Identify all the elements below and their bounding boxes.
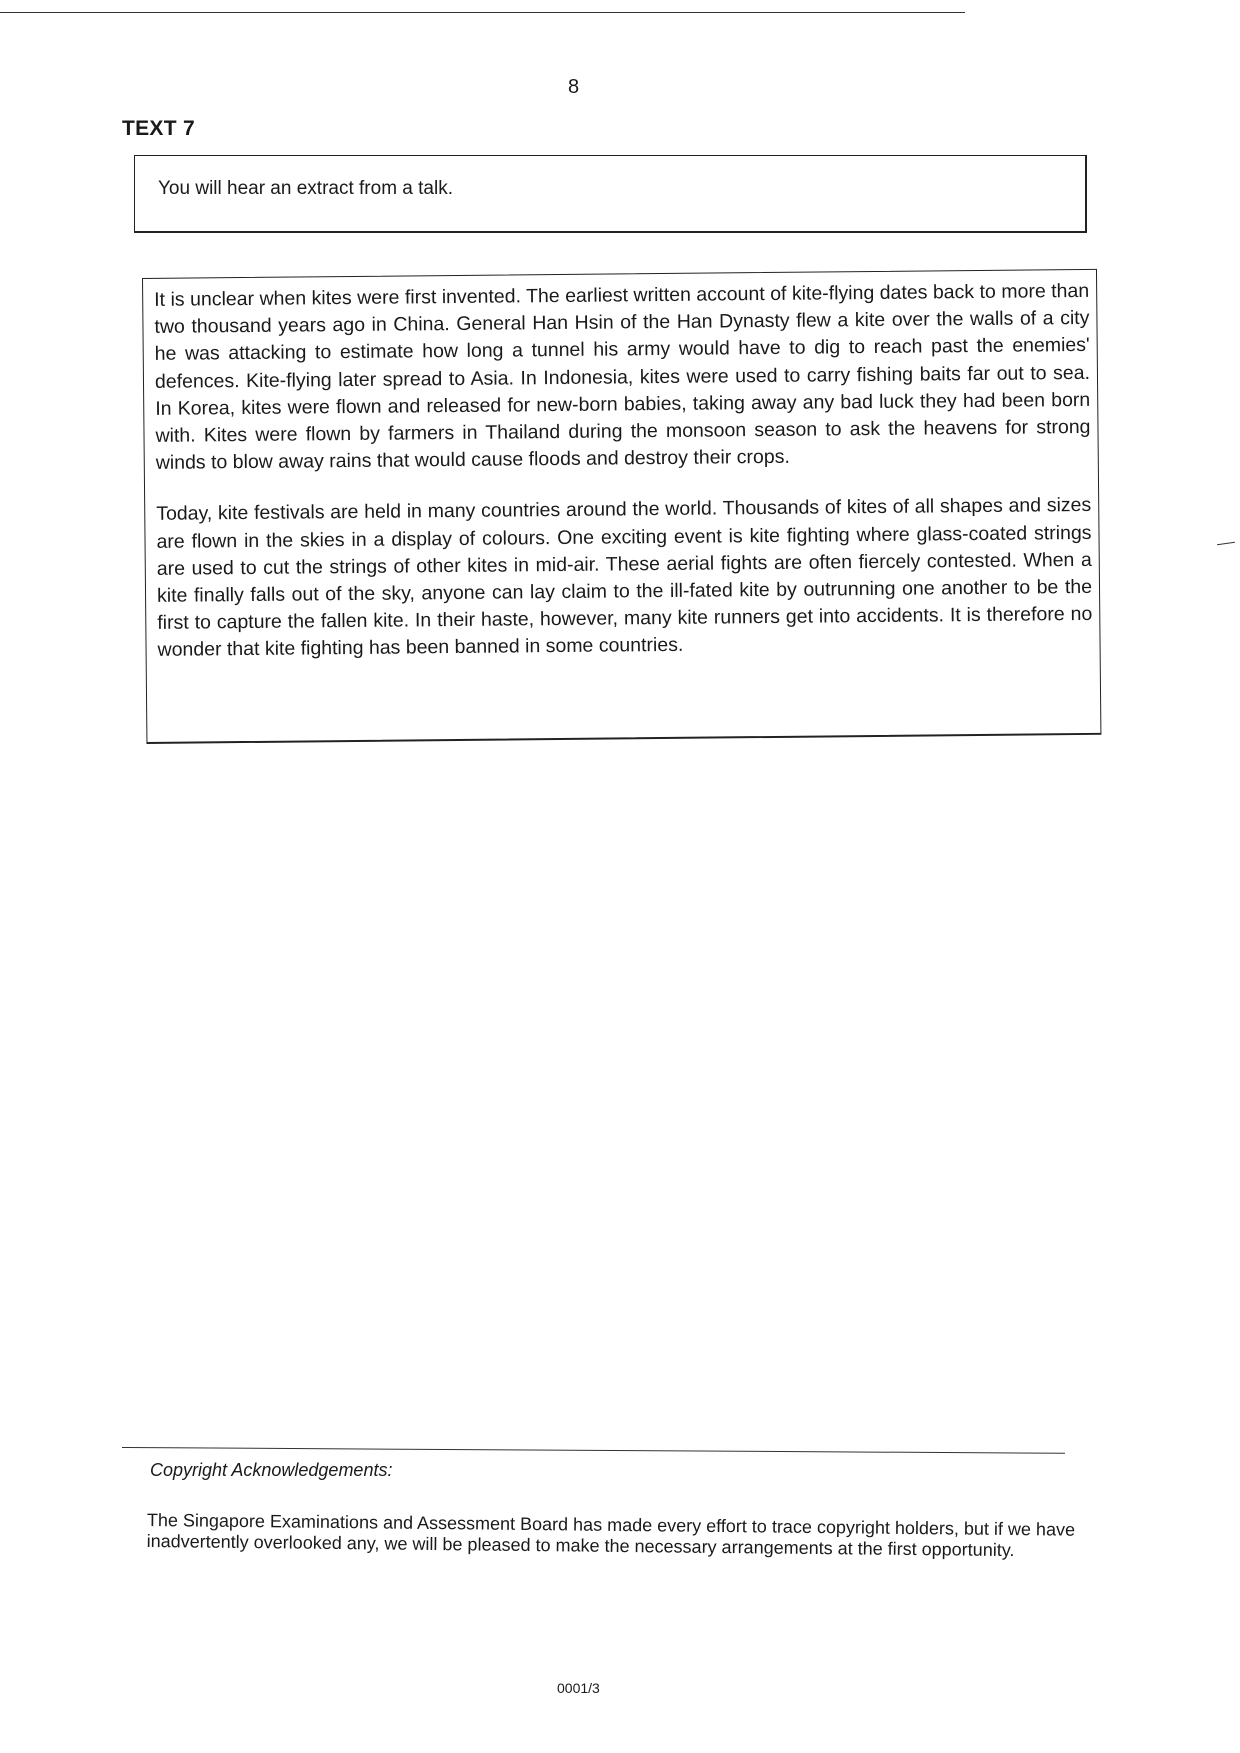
paper-code: 0001/3: [557, 1680, 600, 1696]
copyright-text: The Singapore Examinations and Assessment Board has made every effort to trace copyright holders, but if we have inadvertently overlooked any, we will be pleased to make the necessary arrangements at the first opportunity.: [146, 1510, 1076, 1561]
intro-box: [134, 155, 1087, 233]
passage-box: [142, 269, 1101, 744]
top-rule: [0, 12, 965, 13]
margin-mark: [1217, 542, 1235, 545]
copyright-heading: Copyright Acknowledgements:: [150, 1460, 393, 1480]
passage-paragraph-1: It is unclear when kites were first invented. The earliest written account of kite-flying dates back to more than two thousand years ago in China. General Han Hsin of the Han Dynasty flew a kite over the walls of a city he was attacking to estimate how long a tunnel his army would have to dig to reach past the enemies' defences. Kite-flying later spread to Asia. In Indonesia, kites were used to carry fishing baits far out to sea. In Korea, kites were flown and released for new-born babies, taking away any bad luck they had been born with. Kites were flown by farmers in Thailand during the monsoon season to ask the heavens for strong winds to blow away rains that would cause floods and destroy their crops.: [154, 279, 1091, 475]
page-number: 8: [568, 76, 580, 98]
intro-instruction: You will hear an extract from a talk.: [158, 178, 453, 199]
passage-paragraph-2: Today, kite festivals are held in many countries around the world. Thousands of kites of all shapes and sizes are flown in the skies in a display of colours. One exciting event is kite fighting where glass-coated strings are used to cut the strings of other kites in mid-air. These aerial fights are often fiercely contested. When a kite finally falls out of the sky, anyone can lay claim to the ill-fated kite by outrunning one another to be the first to capture the fallen kite. In their haste, however, many kite runners get into accidents. It is therefore no wonder that kite fighting has been banned in some countries.: [156, 494, 1093, 662]
section-title: TEXT 7: [122, 117, 195, 140]
passage-content: [154, 278, 1093, 689]
footer-rule: [122, 1447, 1065, 1454]
